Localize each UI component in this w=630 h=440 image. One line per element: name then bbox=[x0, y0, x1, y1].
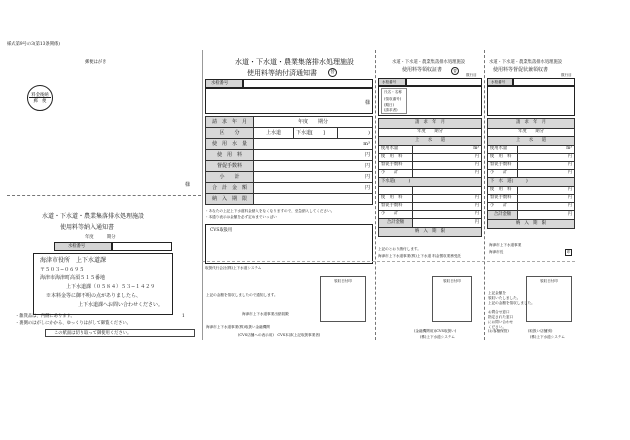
completion-customer-no-field bbox=[243, 79, 373, 88]
completion-row-reminder-label: 督促手数料 bbox=[206, 161, 254, 172]
completion-period-term: 期分 bbox=[318, 118, 329, 125]
receipt-a-sewer-subtotal-unit: 円 bbox=[413, 211, 482, 219]
receipt-a-sewer-reminder-label: 督促手数料 bbox=[379, 203, 413, 211]
completion-row-volume-unit: m³ bbox=[254, 139, 373, 150]
completion-footer: 取扱代行会社(株)上下水道システム bbox=[205, 266, 262, 270]
receipt-a-customer-no-label: 水栓番号 bbox=[382, 80, 397, 84]
completion-stamp-text: 替 bbox=[330, 69, 335, 75]
sender-line-4: 上下水道課（０５８４）５３−１４２９ bbox=[66, 284, 156, 290]
mail-customer-no-label-box bbox=[54, 242, 112, 251]
completion-billing-label: 請 求 年 月 bbox=[206, 117, 254, 128]
bottom-panel bbox=[202, 262, 575, 342]
completion-row-kubun-label: 区 分 bbox=[206, 128, 254, 139]
receipt-a-water-volume-label: 使用水量 bbox=[379, 146, 413, 154]
receipt-a-water-subtotal-label: 小 計 bbox=[379, 170, 413, 178]
paper-a2-label: (株)上下水道システム bbox=[420, 335, 455, 339]
receipt-b-payee-name: 海津市長 bbox=[489, 250, 504, 254]
intake-bank-line: 海津市上下水道事業(株)取扱い金融機関 bbox=[206, 325, 270, 329]
completion-name-field bbox=[205, 88, 373, 114]
sender-line-2: 〒５０３−０６９５ bbox=[40, 267, 85, 273]
completion-stamp bbox=[328, 68, 337, 77]
completion-period-year: 年度 bbox=[297, 118, 308, 125]
perforation-line bbox=[7, 195, 201, 196]
receipt-b-period-term: 期分 bbox=[535, 129, 544, 135]
receipt-b-deadline-label: 納 入 期 限 bbox=[488, 220, 575, 229]
sender-line-3: 海津市海津町高須５１５番地 bbox=[40, 275, 106, 281]
receipt-a-sewer-subtotal-label: 小 計 bbox=[379, 211, 413, 219]
receipt-b-sewer-fee-label: 使 用 料 bbox=[488, 187, 518, 195]
intake-stamp-label-2: 領収日付印 bbox=[443, 279, 461, 283]
completion-row-deadline-label: 納 入 期 限 bbox=[206, 194, 254, 205]
postcard-panel bbox=[7, 50, 201, 340]
intake-notice-b: 上記の金額を領収しました。 bbox=[488, 301, 535, 305]
receipt-a-sewer-blank bbox=[379, 187, 413, 195]
receipt-b-water-reminder-unit: 円 bbox=[518, 162, 575, 170]
receipt-b-panel bbox=[487, 50, 575, 260]
receipt-b-seal-text: 印 bbox=[566, 250, 571, 254]
receipt-b-customer-no-label: 水栓番号 bbox=[491, 80, 506, 84]
receipt-b-water-volume-label: 使用水量 bbox=[488, 146, 518, 154]
receipt-b-water-fee-unit: 円 bbox=[518, 154, 575, 162]
receipt-a-sewer-fee-label: 使 用 料 bbox=[379, 195, 413, 203]
receipt-b-sewer-subtotal-unit: 円 bbox=[518, 203, 575, 211]
cvs-box bbox=[205, 224, 373, 264]
receipt-b-copy-label: 数行目 bbox=[561, 73, 572, 77]
receipt-a-copy-label: 数行目 bbox=[466, 73, 477, 77]
receipt-a-title-1: 水道・下水道・農業集落排水処理施設 bbox=[392, 60, 466, 65]
receipt-c-contact: お問合せ窓口 指定された窓口 にお問い合わせ ください。 bbox=[488, 310, 514, 330]
receipt-a-title-2: 使用料等領収証書 bbox=[402, 67, 443, 73]
stamp-text-2: 郵 便 bbox=[33, 99, 47, 104]
paper-c-label: (取扱い店舗別) bbox=[528, 329, 553, 333]
completion-period bbox=[254, 117, 373, 128]
receipt-a-customer-no-label-box bbox=[378, 78, 406, 86]
sender-line-6: 上下水道課へお問い合わせください。 bbox=[78, 302, 164, 308]
receipt-b-water-subtotal-label: 小 計 bbox=[488, 170, 518, 178]
receipt-a-table bbox=[378, 118, 482, 237]
sender-box bbox=[33, 253, 173, 315]
receipt-a-period bbox=[379, 129, 482, 137]
completion-note-1: ・あなたの上記上下水道料金納入をなくなりますので、至急納入してください。 bbox=[205, 209, 335, 213]
intake-stamp-label-3: 領収日付印 bbox=[540, 279, 558, 283]
receipt-b-payee-title: 海津市上下水道事業 bbox=[489, 243, 522, 247]
completion-honorific: 様 bbox=[365, 100, 371, 106]
receipt-b-section-water: 上 水 道 bbox=[488, 137, 575, 146]
receipt-a-section-sewer: 下水道( ) bbox=[379, 178, 482, 187]
completion-customer-no-label-box bbox=[205, 79, 243, 88]
completion-table bbox=[205, 116, 373, 205]
receipt-a-deadline-label: 納 入 期 限 bbox=[379, 228, 482, 237]
completion-row-deadline-value bbox=[254, 194, 373, 205]
intake-stamp-label-1: 領収日付印 bbox=[334, 279, 352, 283]
mail-customer-no-field bbox=[112, 242, 172, 251]
receipt-b-sewer-reminder-unit: 円 bbox=[518, 195, 575, 203]
receipt-b-customer-no-label-box bbox=[487, 78, 513, 86]
receipt-b-billing-label: 請 求 年 月 bbox=[488, 119, 575, 129]
mail-footnote-2: ・裏側のはがしにかかる、ゆっくりはがして御覧ください。 bbox=[15, 321, 131, 326]
receipt-a-period-year: 年度 bbox=[417, 129, 426, 135]
receipt-a-water-reminder-label: 督促手数料 bbox=[379, 162, 413, 170]
completion-note-2: ・本通り表示は金額を必ず定めまでいっぱい bbox=[205, 215, 277, 219]
completion-customer-no-label: 水栓番号 bbox=[211, 81, 229, 86]
receipt-a-water-volume-unit: m³ bbox=[413, 146, 482, 154]
receipt-a-note-2: 海津市上下水道事業(株)上下水道 料金徴収業務受託 bbox=[378, 254, 462, 258]
receipt-b-water-subtotal-unit: 円 bbox=[518, 170, 575, 178]
paper-a-label: (金融機関用)(CVS取扱い) bbox=[414, 329, 457, 333]
addressee-suffix: 様 bbox=[185, 182, 191, 188]
sender-line-1: 海津市役所 上下水道課 bbox=[40, 257, 107, 264]
receipt-b-water-reminder-label: 督促手数料 bbox=[488, 162, 518, 170]
postage-stamp bbox=[27, 85, 53, 111]
receipt-a-water-subtotal-unit: 円 bbox=[413, 170, 482, 178]
form-id: 様式第9号の3(第13条関係) bbox=[7, 42, 60, 47]
receipt-b-sewer-subtotal-label: 小 計 bbox=[488, 203, 518, 211]
completion-row-fee-unit: 円 bbox=[254, 150, 373, 161]
intake-stamp-box-1 bbox=[320, 276, 366, 322]
receipt-b-table bbox=[487, 118, 575, 229]
receipt-b-seal bbox=[565, 249, 572, 256]
receipt-a-water-fee-unit: 円 bbox=[413, 154, 482, 162]
mail-footnote-3: この紙面は切り取って御使用ください。 bbox=[54, 330, 132, 336]
completion-row-kubun-water: 上水道 bbox=[254, 128, 294, 139]
receipt-b-received: 上記金額を 領収いたしました。 bbox=[488, 291, 521, 301]
completion-row-kubun-sewer: 下水道[ ] bbox=[294, 128, 338, 139]
receipt-b-customer-no-field bbox=[513, 78, 575, 86]
receipt-a-info-box bbox=[378, 86, 482, 116]
completion-title-1: 水道・下水道・農業集落排水処理施設 bbox=[235, 58, 354, 66]
paper-b-label: (お客様保管) bbox=[488, 329, 509, 333]
completion-row-subtotal-unit: 円 bbox=[254, 172, 373, 183]
intake-cvs-line: (CVS店舗への表示用) CVS本部(上記取扱事業者) bbox=[238, 333, 321, 337]
mail-footnote-mark: 1 bbox=[182, 314, 185, 319]
mail-period-year: 年度 bbox=[85, 235, 94, 240]
receipt-a-small-label-2: (領収番号) bbox=[384, 97, 402, 101]
receipt-b-period bbox=[488, 129, 575, 137]
receipt-a-total-label: 合計金額 bbox=[379, 219, 413, 228]
receipt-a-sewer-blank-2 bbox=[413, 187, 482, 195]
receipt-b-period-year: 年度 bbox=[518, 129, 527, 135]
completion-row-total-label: 合 計 金 額 bbox=[206, 183, 254, 194]
sender-line-5: ※本料金等に御不明の点がありましたら、 bbox=[46, 293, 142, 299]
postcard-header: 郵便はがき bbox=[85, 60, 107, 65]
receipt-b-info-box bbox=[487, 86, 575, 116]
receipt-a-stamp bbox=[451, 67, 459, 75]
receipt-b-sewer-fee-unit: 円 bbox=[518, 187, 575, 195]
receipt-a-section-water: 上 水 道 bbox=[379, 137, 482, 146]
completion-title-2: 使用料等納付済通知書 bbox=[247, 69, 317, 77]
receipt-b-title-1: 水道・下水道・農業集落排水処理施設 bbox=[489, 60, 563, 65]
completion-row-reminder-unit: 円 bbox=[254, 161, 373, 172]
completion-row-total-unit: 円 bbox=[254, 183, 373, 194]
completion-row-kubun-unit: ) bbox=[338, 128, 373, 139]
receipt-a-total-unit: 円 bbox=[413, 219, 482, 228]
completion-row-volume-label: 使 用 水 量 bbox=[206, 139, 254, 150]
stamp-text-1: 料金後納 bbox=[31, 93, 49, 98]
completion-row-subtotal-label: 小 計 bbox=[206, 172, 254, 183]
mail-notice-title-2: 使用料等納入通知書 bbox=[60, 224, 115, 231]
receipt-b-total-label: 合計金額 bbox=[488, 211, 518, 220]
receipt-a-billing-label: 請 求 年 月 bbox=[379, 119, 482, 129]
completion-row-fee-label: 使 用 料 bbox=[206, 150, 254, 161]
stamp-divider bbox=[29, 97, 51, 98]
receipt-a-sewer-reminder-unit: 円 bbox=[413, 203, 482, 211]
mail-customer-no-label: 水栓番号 bbox=[68, 244, 86, 249]
receipt-a-small-label-3: (期日) bbox=[384, 103, 394, 107]
receipt-a-panel bbox=[378, 50, 482, 260]
paper-c2-label: (株)上下水道システム bbox=[530, 335, 565, 339]
receipt-b-water-fee-label: 使 用 料 bbox=[488, 154, 518, 162]
receipt-a-small-label-4: (請求者) bbox=[384, 108, 398, 112]
cut-note-box bbox=[45, 329, 195, 337]
receipt-b-total-unit: 円 bbox=[518, 211, 575, 220]
intake-stamp-box-2 bbox=[432, 276, 472, 322]
receipt-a-small-label-1: 氏名・名称 bbox=[384, 90, 402, 94]
receipt-a-water-fee-label: 使 用 料 bbox=[379, 154, 413, 162]
receipt-a-info-inner bbox=[381, 88, 407, 114]
receipt-a-sewer-fee-unit: 円 bbox=[413, 195, 482, 203]
intake-notice-center: 上記の金額を領収しましたので通知します。 bbox=[206, 293, 278, 297]
intake-stamp-box-3 bbox=[526, 276, 572, 322]
mail-period-term: 期分 bbox=[107, 235, 116, 240]
receipt-a-period-term: 期分 bbox=[434, 129, 443, 135]
receipt-a-customer-no-field bbox=[406, 78, 482, 86]
cvs-label: CVS取扱用 bbox=[210, 228, 233, 233]
receipt-a-water-reminder-unit: 円 bbox=[413, 162, 482, 170]
mail-footnote-1: ・雑貨品は、内側にあります。 bbox=[15, 314, 75, 319]
receipt-b-section-sewer: 下 水 道( ) bbox=[488, 178, 575, 187]
intake-payer-line: 海津市上下水道事業出納員殿 bbox=[242, 312, 289, 316]
receipt-b-sewer-reminder-label: 督促手数料 bbox=[488, 195, 518, 203]
receipt-b-title-2: 使用料等督促状兼領収書 bbox=[493, 67, 549, 73]
receipt-a-stamp-text: 替 bbox=[453, 68, 457, 73]
receipt-a-note-1: 上記のとおり納付します。 bbox=[378, 247, 421, 251]
mail-notice-title-1: 水道・下水道・農業集落排水処理施設 bbox=[42, 213, 145, 220]
receipt-b-water-volume-unit: m³ bbox=[518, 146, 575, 154]
